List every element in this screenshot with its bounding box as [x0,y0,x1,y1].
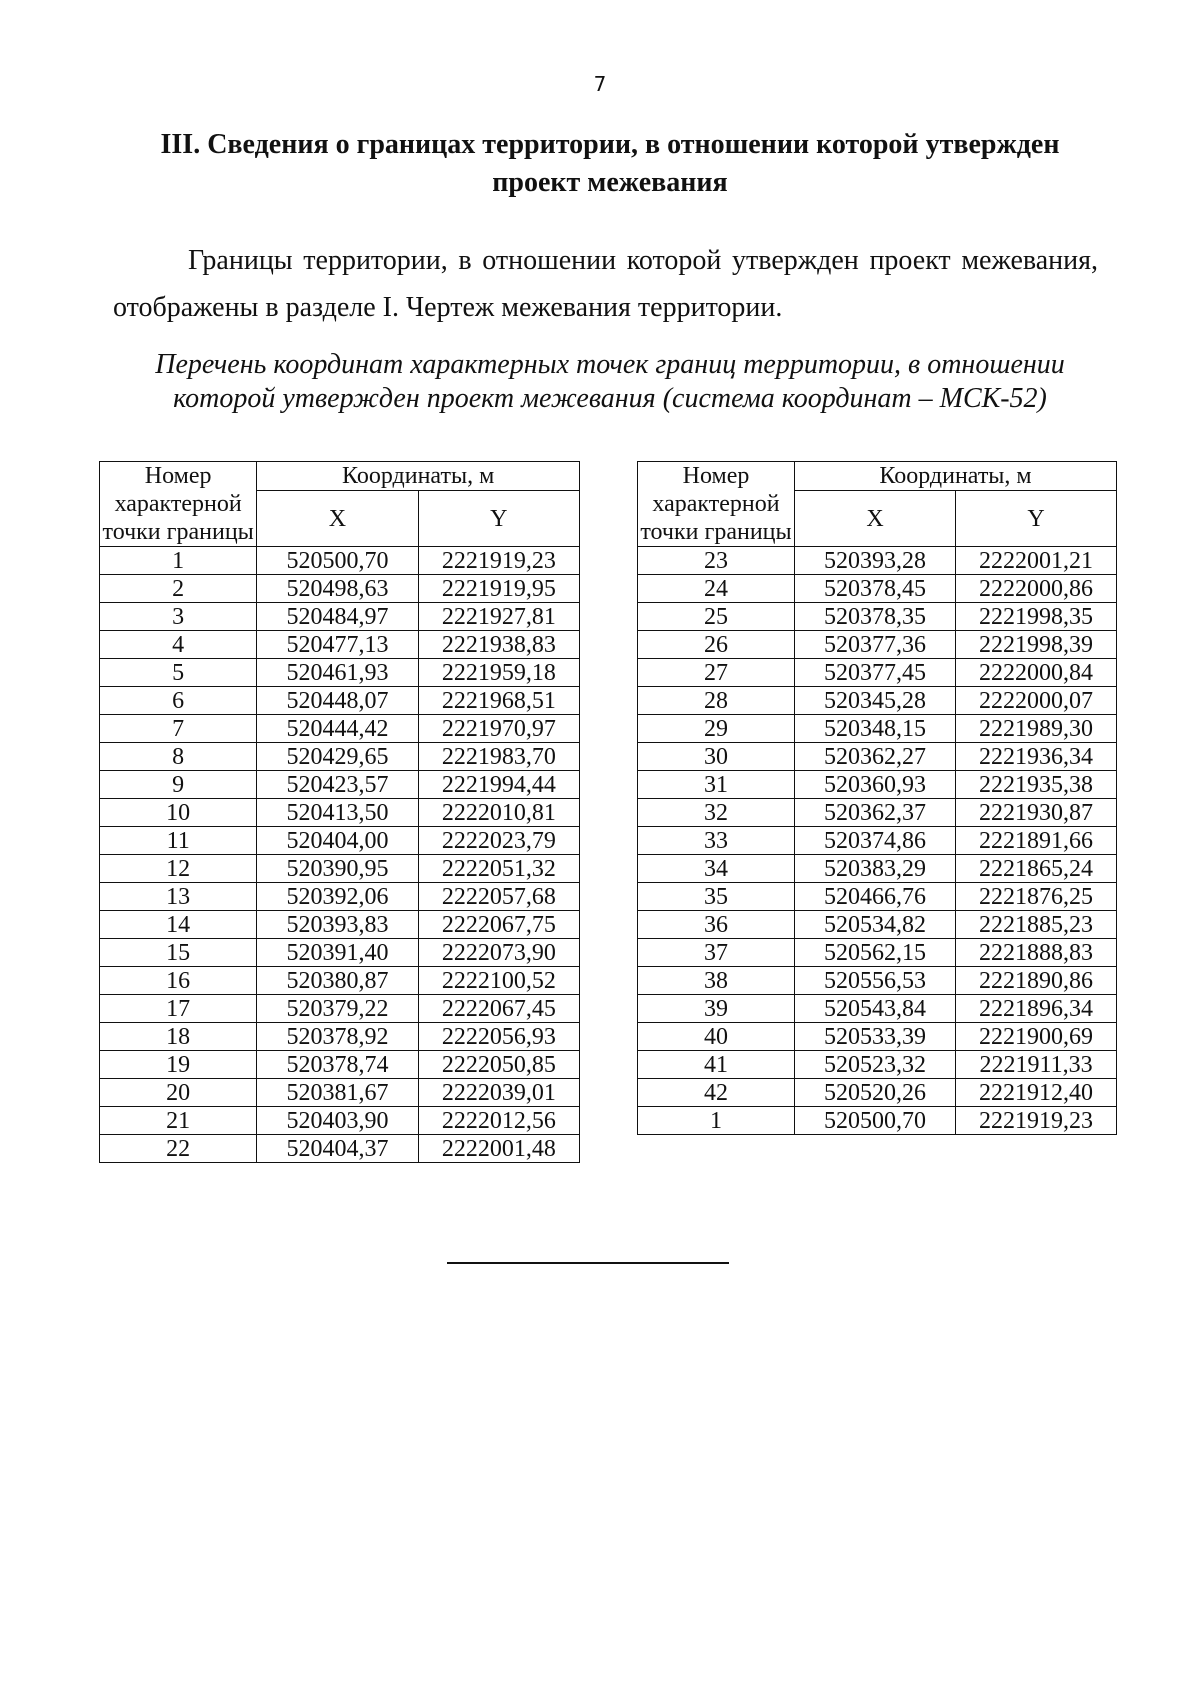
y-coordinate-cell: 2221919,95 [418,575,579,603]
table-row [100,855,580,883]
point-number-cell: 23 [638,547,795,575]
y-coordinate-cell: 2222012,56 [418,1107,579,1135]
point-number-cell: 26 [638,631,795,659]
y-coordinate-cell: 2222056,93 [418,1023,579,1051]
x-coordinate-cell: 520444,42 [257,715,418,743]
x-coordinate-cell: 520392,06 [257,883,418,911]
point-number-cell: 32 [638,799,795,827]
table-row [100,967,580,995]
point-number-cell: 39 [638,995,795,1023]
table-row [638,771,1117,799]
table-row [638,1079,1117,1107]
point-number-cell: 31 [638,771,795,799]
point-number-cell: 5 [100,659,257,687]
table-row [100,799,580,827]
y-coordinate-cell: 2222039,01 [418,1079,579,1107]
y-coordinate-cell: 2221900,69 [956,1023,1117,1051]
point-number-cell: 2 [100,575,257,603]
y-coordinate-cell: 2222023,79 [418,827,579,855]
table-row [100,603,580,631]
y-coordinate-cell: 2221998,39 [956,631,1117,659]
x-coordinate-cell: 520378,74 [257,1051,418,1079]
x-coordinate-cell: 520523,32 [795,1051,956,1079]
point-number-cell: 36 [638,911,795,939]
table-row [638,1051,1117,1079]
y-coordinate-cell: 2221876,25 [956,883,1117,911]
y-coordinate-cell: 2221885,23 [956,911,1117,939]
x-coordinate-cell: 520562,15 [795,939,956,967]
table-row [100,575,580,603]
table-row [638,687,1117,715]
y-coordinate-cell: 2221912,40 [956,1079,1117,1107]
table-row [638,1023,1117,1051]
table-row [638,715,1117,743]
table-row [100,883,580,911]
x-coordinate-cell: 520403,90 [257,1107,418,1135]
coordinates-table-right [637,461,1117,1135]
x-coordinate-cell: 520360,93 [795,771,956,799]
table-row [100,547,580,575]
x-coordinate-cell: 520500,70 [795,1107,956,1135]
x-coordinate-cell: 520383,29 [795,855,956,883]
point-number-cell: 13 [100,883,257,911]
y-coordinate-cell: 2222050,85 [418,1051,579,1079]
y-coordinate-cell: 2222000,86 [956,575,1117,603]
x-coordinate-cell: 520477,13 [257,631,418,659]
table-row [100,1107,580,1135]
y-coordinate-cell: 2221890,86 [956,967,1117,995]
point-number-cell: 16 [100,967,257,995]
y-coordinate-cell: 2222000,07 [956,687,1117,715]
point-number-cell: 12 [100,855,257,883]
table-row [638,547,1117,575]
y-coordinate-cell: 2221927,81 [418,603,579,631]
y-coordinate-cell: 2221970,97 [418,715,579,743]
y-coordinate-cell: 2221919,23 [956,1107,1117,1135]
x-coordinate-cell: 520378,92 [257,1023,418,1051]
y-coordinate-cell: 2222067,45 [418,995,579,1023]
x-coordinate-cell: 520404,37 [257,1135,418,1163]
x-coordinate-cell: 520362,27 [795,743,956,771]
y-coordinate-cell: 2221983,70 [418,743,579,771]
x-coordinate-cell: 520484,97 [257,603,418,631]
x-coordinate-cell: 520448,07 [257,687,418,715]
point-number-cell: 29 [638,715,795,743]
x-coordinate-cell: 520520,26 [795,1079,956,1107]
table-row [638,855,1117,883]
table-row [638,659,1117,687]
point-number-cell: 15 [100,939,257,967]
x-coordinate-cell: 520378,45 [795,575,956,603]
y-coordinate-cell: 2221968,51 [418,687,579,715]
point-number-cell: 34 [638,855,795,883]
point-number-cell: 10 [100,799,257,827]
table-row [100,631,580,659]
point-number-cell: 35 [638,883,795,911]
y-coordinate-cell: 2221994,44 [418,771,579,799]
x-coordinate-cell: 520393,83 [257,911,418,939]
x-coordinate-cell: 520423,57 [257,771,418,799]
point-number-cell: 11 [100,827,257,855]
header-point-number: Номер характерной точки границы [100,462,257,547]
point-number-cell: 21 [100,1107,257,1135]
point-number-cell: 1 [100,547,257,575]
header-x: X [257,491,418,547]
y-coordinate-cell: 2221911,33 [956,1051,1117,1079]
y-coordinate-cell: 2221989,30 [956,715,1117,743]
y-coordinate-cell: 2221938,83 [418,631,579,659]
x-coordinate-cell: 520391,40 [257,939,418,967]
y-coordinate-cell: 2222067,75 [418,911,579,939]
table-row [100,771,580,799]
table-row [100,1023,580,1051]
header-point-number: Номер характерной точки границы [638,462,795,547]
coordinates-table-left [99,461,580,1163]
x-coordinate-cell: 520380,87 [257,967,418,995]
y-coordinate-cell: 2222001,48 [418,1135,579,1163]
y-coordinate-cell: 2221959,18 [418,659,579,687]
table-row [100,1135,580,1163]
x-coordinate-cell: 520393,28 [795,547,956,575]
y-coordinate-cell: 2222073,90 [418,939,579,967]
x-coordinate-cell: 520404,00 [257,827,418,855]
point-number-cell: 38 [638,967,795,995]
table-row [638,827,1117,855]
point-number-cell: 1 [638,1107,795,1135]
table-row [638,883,1117,911]
point-number-cell: 28 [638,687,795,715]
table-row [638,799,1117,827]
point-number-cell: 4 [100,631,257,659]
x-coordinate-cell: 520413,50 [257,799,418,827]
point-number-cell: 42 [638,1079,795,1107]
header-coordinates: Координаты, м [257,462,580,491]
x-coordinate-cell: 520381,67 [257,1079,418,1107]
table-row [638,995,1117,1023]
x-coordinate-cell: 520461,93 [257,659,418,687]
point-number-cell: 14 [100,911,257,939]
header-y: Y [956,491,1117,547]
point-number-cell: 6 [100,687,257,715]
point-number-cell: 25 [638,603,795,631]
x-coordinate-cell: 520466,76 [795,883,956,911]
header-x: X [795,491,956,547]
table-row [638,967,1117,995]
point-number-cell: 40 [638,1023,795,1051]
y-coordinate-cell: 2221865,24 [956,855,1117,883]
point-number-cell: 30 [638,743,795,771]
x-coordinate-cell: 520390,95 [257,855,418,883]
table-row [638,603,1117,631]
table-caption: Перечень координат характерных точек границ территории, в отношении которой утвержден проект межевания (система координат – МСК-52) [155,349,1065,414]
y-coordinate-cell: 2221919,23 [418,547,579,575]
point-number-cell: 9 [100,771,257,799]
table-row [100,715,580,743]
table-row [638,743,1117,771]
table-row [100,827,580,855]
header-y: Y [418,491,579,547]
table-row [638,911,1117,939]
intro-paragraph: Границы территории, в отношении которой утвержден проект межевания, отображены в разделе I. Чертеж межевания территории. [113,245,1098,323]
point-number-cell: 7 [100,715,257,743]
x-coordinate-cell: 520543,84 [795,995,956,1023]
point-number-cell: 20 [100,1079,257,1107]
table-row [100,939,580,967]
table-row [638,631,1117,659]
table-row [100,911,580,939]
y-coordinate-cell: 2221936,34 [956,743,1117,771]
y-coordinate-cell: 2221888,83 [956,939,1117,967]
table-row [100,743,580,771]
x-coordinate-cell: 520500,70 [257,547,418,575]
y-coordinate-cell: 2221998,35 [956,603,1117,631]
y-coordinate-cell: 2222000,84 [956,659,1117,687]
point-number-cell: 19 [100,1051,257,1079]
y-coordinate-cell: 2222057,68 [418,883,579,911]
table-row [100,1079,580,1107]
y-coordinate-cell: 2222100,52 [418,967,579,995]
x-coordinate-cell: 520345,28 [795,687,956,715]
x-coordinate-cell: 520362,37 [795,799,956,827]
point-number-cell: 22 [100,1135,257,1163]
x-coordinate-cell: 520348,15 [795,715,956,743]
table-row [100,995,580,1023]
x-coordinate-cell: 520498,63 [257,575,418,603]
point-number-cell: 37 [638,939,795,967]
x-coordinate-cell: 520377,36 [795,631,956,659]
x-coordinate-cell: 520534,82 [795,911,956,939]
point-number-cell: 41 [638,1051,795,1079]
point-number-cell: 3 [100,603,257,631]
table-row [100,687,580,715]
end-divider [447,1262,729,1264]
point-number-cell: 8 [100,743,257,771]
x-coordinate-cell: 520377,45 [795,659,956,687]
x-coordinate-cell: 520378,35 [795,603,956,631]
x-coordinate-cell: 520374,86 [795,827,956,855]
y-coordinate-cell: 2221935,38 [956,771,1117,799]
x-coordinate-cell: 520429,65 [257,743,418,771]
table-row [638,1107,1117,1135]
point-number-cell: 33 [638,827,795,855]
x-coordinate-cell: 520556,53 [795,967,956,995]
point-number-cell: 27 [638,659,795,687]
x-coordinate-cell: 520379,22 [257,995,418,1023]
point-number-cell: 17 [100,995,257,1023]
page-number: 7 [593,72,607,96]
x-coordinate-cell: 520533,39 [795,1023,956,1051]
y-coordinate-cell: 2221930,87 [956,799,1117,827]
y-coordinate-cell: 2221891,66 [956,827,1117,855]
table-row [638,575,1117,603]
table-row [638,939,1117,967]
table-row [100,1051,580,1079]
point-number-cell: 24 [638,575,795,603]
table-row [100,659,580,687]
point-number-cell: 18 [100,1023,257,1051]
header-coordinates: Координаты, м [795,462,1117,491]
y-coordinate-cell: 2221896,34 [956,995,1117,1023]
section-title: III. Сведения о границах территории, в отношении которой утвержден проект межевания [160,129,1060,198]
y-coordinate-cell: 2222001,21 [956,547,1117,575]
y-coordinate-cell: 2222051,32 [418,855,579,883]
y-coordinate-cell: 2222010,81 [418,799,579,827]
